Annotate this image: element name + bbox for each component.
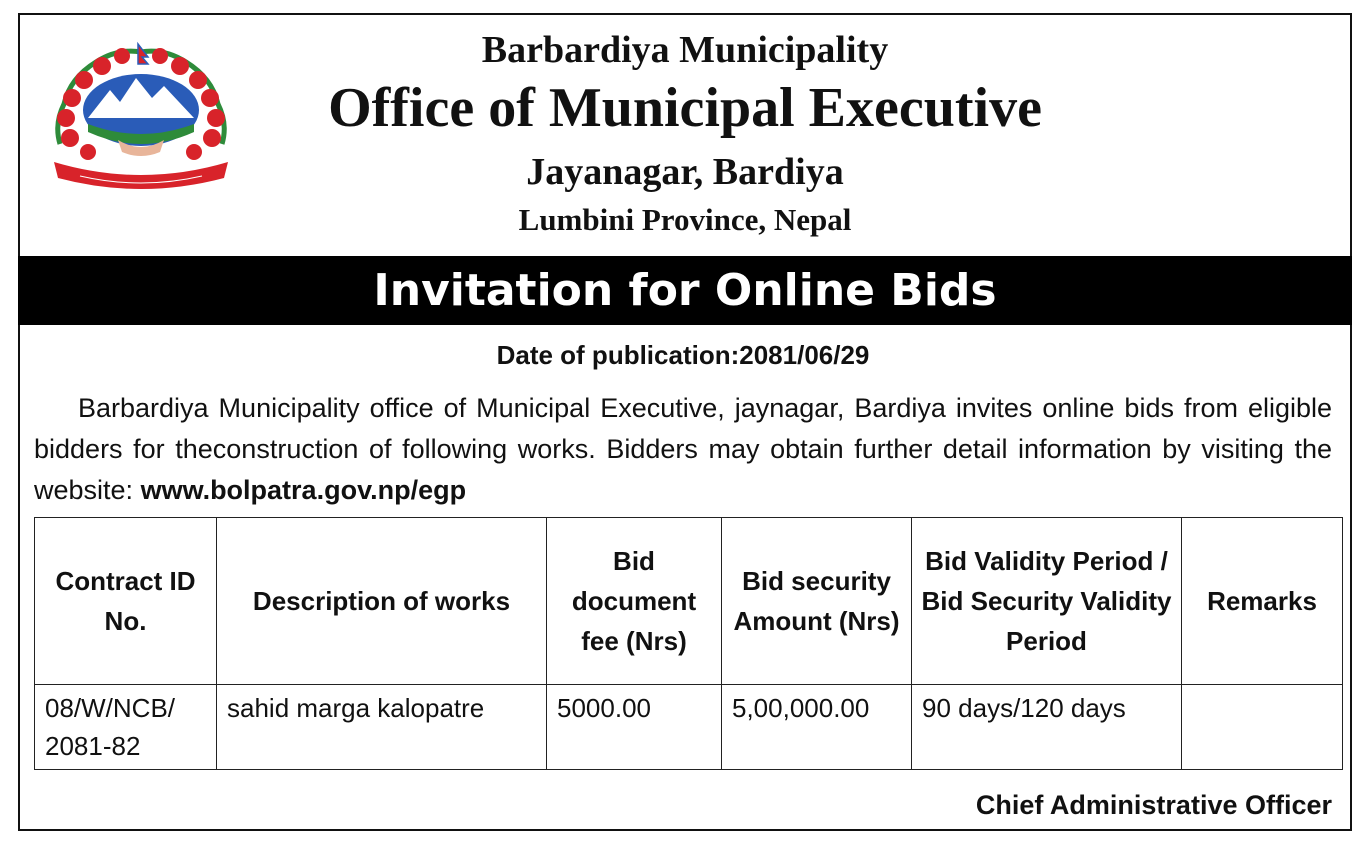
col-header-remarks: Remarks [1182,518,1343,685]
bids-table [34,517,1343,770]
col-header-doc-fee: Bid document fee (Nrs) [547,518,722,685]
signatory: Chief Administrative Officer [975,790,1332,820]
notice-body [34,388,1332,511]
table-row [35,685,1343,770]
website-link[interactable]: www.bolpatra.gov.np/egp [140,475,467,505]
office-address: Jayanagar, Bardiya [526,151,844,193]
col-header-security-amount: Bid security Amount (Nrs) [722,518,912,685]
municipality-name: Barbardiya Municipality [481,29,889,71]
province-name: Lumbini Province, Nepal [518,202,852,237]
col-header-description: Description of works [217,518,547,685]
col-header-contract-id: Contract ID No. [35,518,217,685]
cell-doc-fee: 5000.00 [547,685,722,770]
table-header-row [35,518,1343,685]
publication-date: Date of publication:2081/06/29 [496,340,870,370]
notice-title: Invitation for Online Bids [18,256,1352,325]
notice-body-text: Barbardiya Municipality office of Municipal Executive, jaynagar, Bardiya invites online bids from eligible bidders for theconstruction of following works. Bidders may obtain further detail information by visiting the website: [34,393,1332,505]
office-name: Office of Municipal Executive [328,77,1042,139]
nepal-coat-of-arms-icon [48,40,234,192]
cell-security-amount: 5,00,000.00 [722,685,912,770]
cell-remarks [1182,685,1343,770]
cell-contract-id: 08/W/NCB/ 2081-82 [35,685,217,770]
cell-description: sahid marga kalopatre [217,685,547,770]
cell-validity-period: 90 days/120 days [912,685,1182,770]
col-header-validity-period: Bid Validity Period / Bid Security Validity Period [912,518,1182,685]
